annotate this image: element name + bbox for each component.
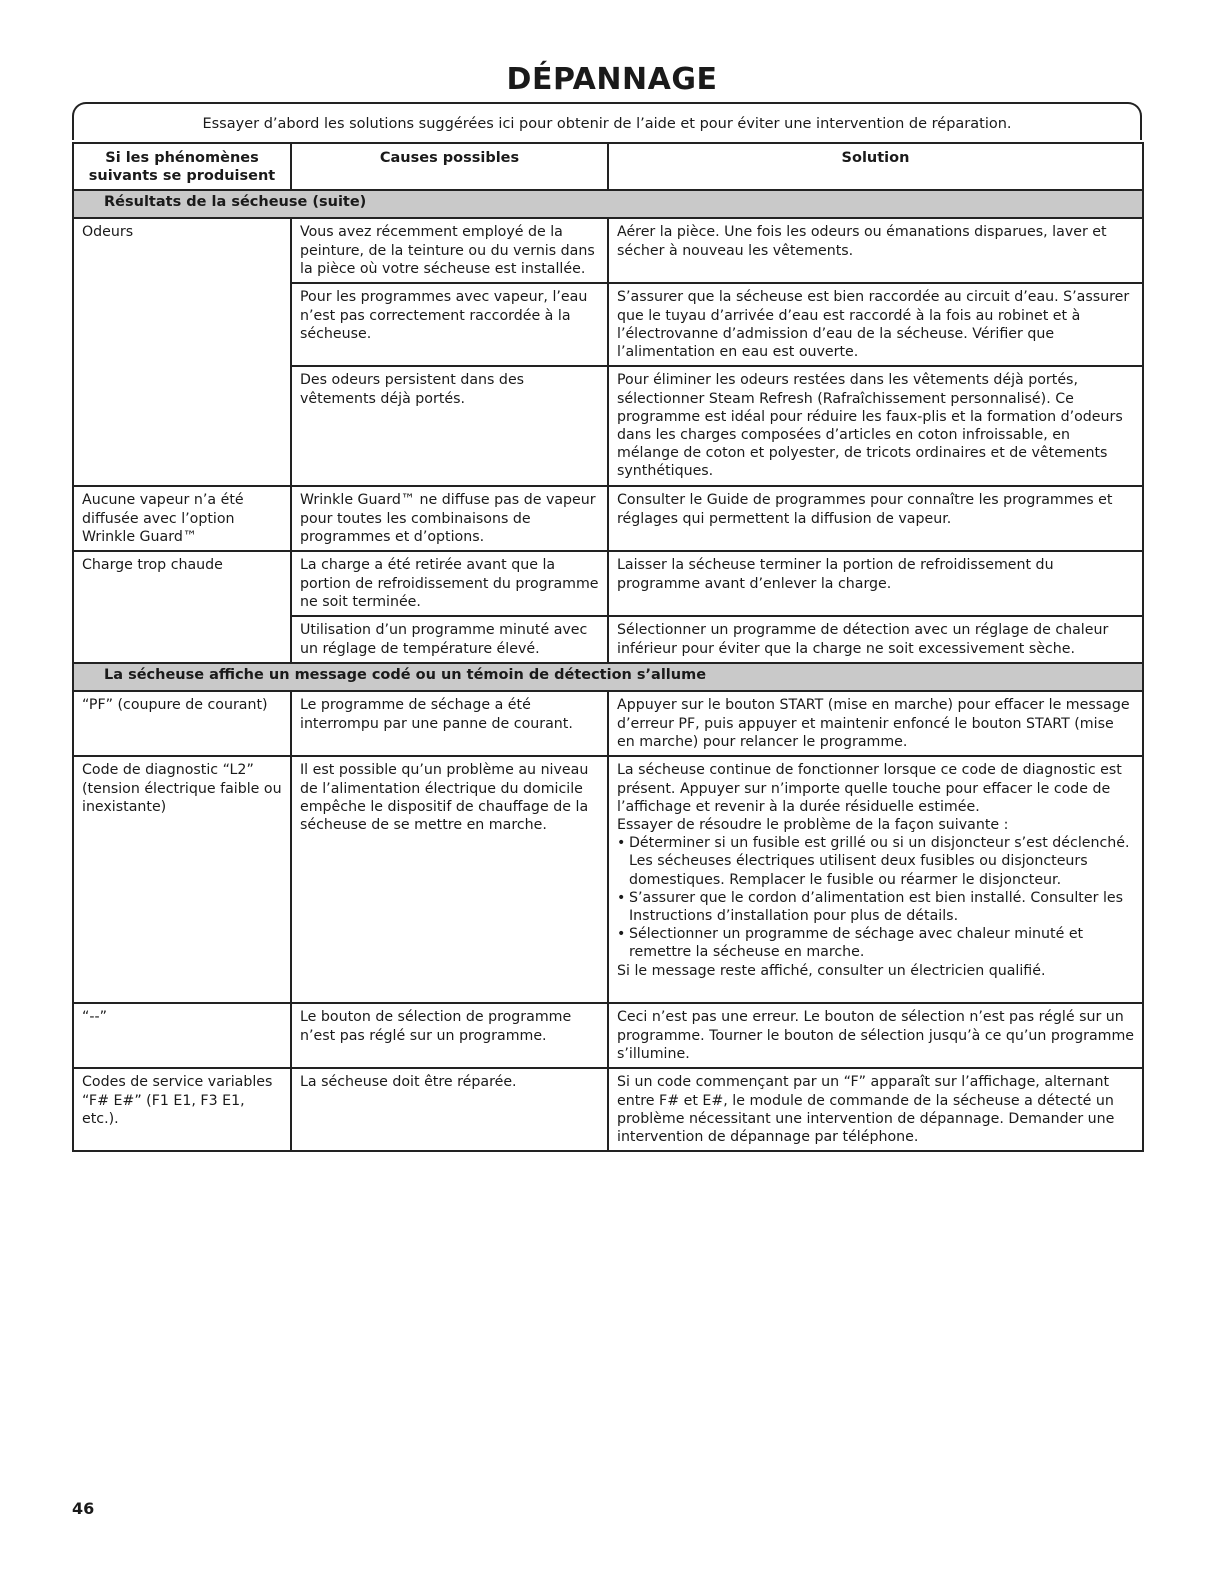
cause-cell: Wrinkle Guard™ ne diffuse pas de vapeur pour toutes les combinaisons de programmes et d’options. (291, 486, 608, 551)
problem-cell: Charge trop chaude (73, 551, 291, 663)
problem-cell: Odeurs (73, 218, 291, 486)
solution-cell (608, 756, 1143, 1003)
solution-cell: Ceci n’est pas une erreur. Le bouton de sélection n’est pas réglé sur un programme. Tourner le bouton de sélection jusqu’à ce qu’un programme s’illumine. (608, 1003, 1143, 1068)
cause-cell: Pour les programmes avec vapeur, l’eau n’est pas correctement raccordée à la sécheuse. (291, 283, 608, 366)
solution-cell: S’assurer que la sécheuse est bien raccordée au circuit d’eau. S’assurer que le tuyau d’arrivée d’eau est raccordé à la fois au robinet et à l’électrovanne d’admission d’eau de la sécheuse. Vérifier que l’alimentation en eau est ouverte. (608, 283, 1143, 366)
page-number: 46 (72, 1499, 95, 1518)
solution-lead: Essayer de résoudre le problème de la façon suivante : (617, 817, 1009, 834)
cause-cell: Il est possible qu’un problème au niveau de l’alimentation électrique du domicile empêche le dispositif de chauffage de la sécheuse de se mettre en marche. (291, 756, 608, 1003)
cause-cell: Utilisation d’un programme minuté avec un réglage de température élevé. (291, 616, 608, 663)
list-item: • Déterminer si un fusible est grillé ou si un disjoncteur s’est déclenché. Les sécheuses électriques utilisent deux fusibles ou disjoncteurs domestiques. Remplacer le fusible ou réarmer le disjoncteur. (617, 834, 1134, 889)
solution-intro: La sécheuse continue de fonctionner lorsque ce code de diagnostic est présent. Appuyer sur n’importe quelle touche pour effacer le code de l’affichage et revenir à la durée résiduelle estimée. (617, 762, 1122, 815)
cause-cell: Le programme de séchage a été interrompu par une panne de courant. (291, 691, 608, 756)
problem-cell: “PF” (coupure de courant) (73, 691, 291, 756)
table-row (73, 486, 1143, 551)
solution-cell: Appuyer sur le bouton START (mise en marche) pour effacer le message d’erreur PF, puis appuyer et maintenir enfoncé le bouton START (mise en marche) pour relancer le programme. (608, 691, 1143, 756)
cause-cell: Des odeurs persistent dans des vêtements déjà portés. (291, 366, 608, 486)
table-row (73, 691, 1143, 756)
problem-cell: Codes de service variables “F# E#” (F1 E1, F3 E1, etc.). (73, 1068, 291, 1151)
section-row (73, 663, 1143, 691)
header-problem: Si les phénomènes suivants se produisent (73, 143, 291, 190)
table-header-row (73, 143, 1143, 190)
table-row (73, 756, 1143, 1003)
solution-cell: Aérer la pièce. Une fois les odeurs ou émanations disparues, laver et sécher à nouveau les vêtements. (608, 218, 1143, 283)
list-item: • Sélectionner un programme de séchage avec chaleur minuté et remettre la sécheuse en marche. (617, 925, 1134, 961)
solution-cell: Si un code commençant par un “F” apparaît sur l’affichage, alternant entre F# et E#, le module de commande de la sécheuse a détecté un problème nécessitant une intervention de dépannage. Demander une intervention de dépannage par téléphone. (608, 1068, 1143, 1151)
table-row (73, 1003, 1143, 1068)
section-title: La sécheuse affiche un message codé ou un témoin de détection s’allume (73, 663, 1143, 691)
header-causes: Causes possibles (291, 143, 608, 190)
troubleshooting-table (72, 142, 1144, 1152)
page-title: DÉPANNAGE (506, 62, 718, 97)
cause-cell: Vous avez récemment employé de la peinture, de la teinture ou du vernis dans la pièce où votre sécheuse est installée. (291, 218, 608, 283)
cause-cell: La sécheuse doit être réparée. (291, 1068, 608, 1151)
section-row (73, 190, 1143, 218)
problem-cell: Code de diagnostic “L2” (tension électrique faible ou inexistante) (73, 756, 291, 1003)
cause-cell: Le bouton de sélection de programme n’est pas réglé sur un programme. (291, 1003, 608, 1068)
solution-cell: Consulter le Guide de programmes pour connaître les programmes et réglages qui permettent la diffusion de vapeur. (608, 486, 1143, 551)
table-row (73, 551, 1143, 616)
problem-cell: Aucune vapeur n’a été diffusée avec l’option Wrinkle Guard™ (73, 486, 291, 551)
intro-text: Essayer d’abord les solutions suggérées ici pour obtenir de l’aide et pour éviter une intervention de réparation. (202, 116, 1012, 132)
problem-cell: “--” (73, 1003, 291, 1068)
solution-outro: Si le message reste affiché, consulter un électricien qualifié. (617, 962, 1046, 979)
table-row (73, 218, 1143, 283)
header-solution: Solution (608, 143, 1143, 190)
solution-bullets (617, 834, 1134, 961)
solution-cell: Laisser la sécheuse terminer la portion de refroidissement du programme avant d’enlever la charge. (608, 551, 1143, 616)
cause-cell: La charge a été retirée avant que la portion de refroidissement du programme ne soit terminée. (291, 551, 608, 616)
solution-cell: Pour éliminer les odeurs restées dans les vêtements déjà portés, sélectionner Steam Refresh (Rafraîchissement personnalisé). Ce programme est idéal pour réduire les faux-plis et la formation d’odeurs dans les charges composées d’articles en coton infroissable, en mélange de coton et polyester, de tricots ordinaires et de vêtements synthétiques. (608, 366, 1143, 486)
table-row (73, 1068, 1143, 1151)
solution-cell: Sélectionner un programme de détection avec un réglage de chaleur inférieur pour éviter que la charge ne soit excessivement sèche. (608, 616, 1143, 663)
list-item: • S’assurer que le cordon d’alimentation est bien installé. Consulter les Instructions d’installation pour plus de détails. (617, 889, 1134, 925)
section-title: Résultats de la sécheuse (suite) (73, 190, 1143, 218)
